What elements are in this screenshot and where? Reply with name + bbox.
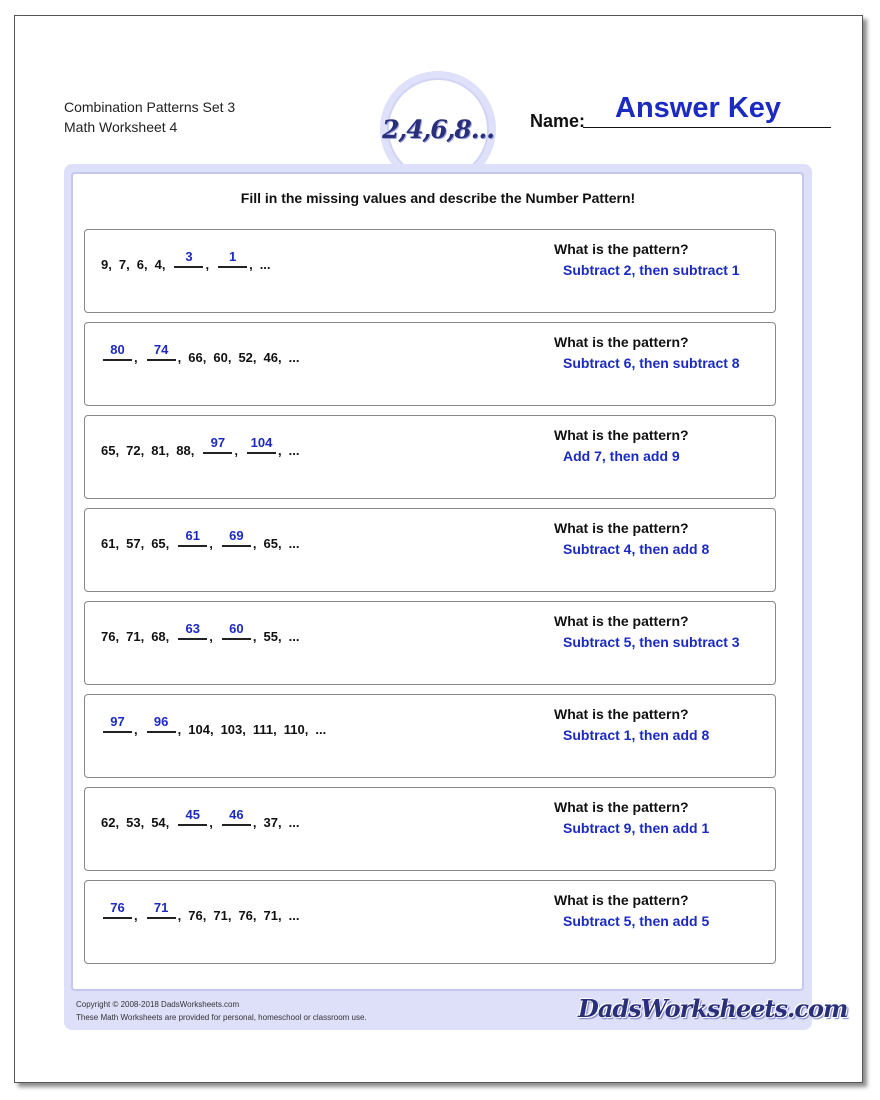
separator: , [278, 629, 282, 644]
separator: , [126, 257, 130, 272]
number-sequence [101, 881, 299, 963]
separator: , [108, 257, 112, 272]
separator: , [278, 815, 282, 830]
separator: , [252, 536, 257, 551]
answer-blank[interactable]: 1 [218, 249, 247, 268]
sequence-term: 71 [213, 908, 228, 923]
problem-row [84, 601, 776, 685]
sequence-term: 76 [238, 908, 253, 923]
answer-blank[interactable]: 69 [222, 528, 251, 547]
pattern-question: What is the pattern? [554, 520, 689, 536]
sequence-term: 72 [126, 443, 141, 458]
name-label: Name: [530, 111, 586, 131]
sequence-term: 46 [263, 350, 278, 365]
answer-blank[interactable]: 3 [174, 249, 203, 268]
separator: , [304, 722, 309, 737]
separator: , [278, 908, 282, 923]
sequence-term: 88 [176, 443, 191, 458]
separator: , [242, 722, 246, 737]
separator: , [205, 257, 210, 272]
sequence-term: 71 [263, 908, 278, 923]
sequence-term: 65 [263, 536, 278, 551]
separator: , [140, 536, 145, 551]
separator: , [252, 350, 257, 365]
separator: , [249, 257, 253, 272]
instructions: Fill in the missing values and describe the Number Pattern! [240, 190, 636, 206]
separator: , [202, 350, 207, 365]
answer-blank[interactable]: 104 [247, 435, 276, 454]
sequence-term: 66 [188, 350, 203, 365]
separator: , [209, 722, 214, 737]
answer-blank[interactable]: 74 [147, 342, 176, 361]
dadsworksheets-logo: DadsWorksheets.com [578, 994, 848, 1023]
sequence-term: 62 [101, 815, 116, 830]
badge-text: 2,4,6,8... [382, 114, 494, 144]
pattern-question: What is the pattern? [554, 892, 689, 908]
usage-notice: These Math Worksheets are provided for personal, homeschool or classroom use. [76, 1013, 367, 1022]
answer-blank[interactable]: 96 [147, 714, 176, 733]
separator: , [115, 443, 120, 458]
sequence-term: 103 [220, 722, 243, 737]
name-line [583, 127, 831, 128]
number-sequence [101, 788, 299, 870]
separator: , [278, 350, 282, 365]
sequence-term: 52 [238, 350, 253, 365]
separator: , [202, 908, 207, 923]
sequence-term: 68 [151, 629, 166, 644]
answer-blank[interactable]: 76 [103, 900, 132, 919]
title-line-1: Combination Patterns Set 3 [64, 99, 236, 115]
problem-row [84, 694, 776, 778]
pattern-answer: Add 7, then add 9 [563, 448, 680, 464]
pattern-answer: Subtract 1, then add 8 [563, 727, 710, 743]
sequence-term: ... [288, 815, 300, 830]
sequence-term: 81 [151, 443, 166, 458]
sequence-term: 71 [126, 629, 141, 644]
separator: , [227, 908, 232, 923]
pattern-answer: Subtract 9, then add 1 [563, 820, 710, 836]
title-line-2: Math Worksheet 4 [64, 119, 178, 135]
answer-blank[interactable]: 63 [178, 621, 207, 640]
answer-blank[interactable]: 46 [222, 807, 251, 826]
sequence-term: 57 [126, 536, 141, 551]
pattern-question: What is the pattern? [554, 613, 689, 629]
sequence-term: 55 [263, 629, 278, 644]
sequence-term: 53 [126, 815, 141, 830]
pattern-question: What is the pattern? [554, 799, 689, 815]
footer [76, 998, 367, 1024]
separator: , [177, 350, 182, 365]
sequence-term: ... [288, 629, 300, 644]
separator: , [252, 908, 257, 923]
problem-row [84, 229, 776, 313]
number-sequence [101, 602, 299, 684]
sequence-term: ... [288, 443, 300, 458]
answer-blank[interactable]: 97 [203, 435, 232, 454]
problem-row [84, 415, 776, 499]
sequence-term: 104 [188, 722, 210, 737]
pattern-answer: Subtract 5, then add 5 [563, 913, 710, 929]
pattern-question: What is the pattern? [554, 706, 689, 722]
problem-row [84, 322, 776, 406]
answer-blank[interactable]: 45 [178, 807, 207, 826]
separator: , [234, 443, 238, 458]
pattern-answer: Subtract 4, then add 8 [563, 541, 710, 557]
separator: , [209, 536, 213, 551]
separator: , [115, 815, 120, 830]
separator: , [140, 443, 145, 458]
answer-key-text: Answer Key [615, 92, 782, 124]
separator: , [165, 815, 170, 830]
pattern-question: What is the pattern? [554, 427, 689, 443]
sequence-term: ... [288, 536, 300, 551]
separator: , [278, 536, 282, 551]
separator: , [209, 815, 213, 830]
separator: , [190, 443, 195, 458]
number-sequence [101, 230, 271, 312]
separator: , [177, 722, 182, 737]
answer-blank[interactable]: 61 [178, 528, 207, 547]
number-sequence [101, 695, 326, 777]
problem-row [84, 508, 776, 592]
sequence-term: ... [259, 257, 271, 272]
problem-row [84, 880, 776, 964]
separator: , [278, 443, 282, 458]
sequence-term: 7 [118, 257, 127, 272]
sequence-term: 9 [101, 257, 109, 272]
sequence-term: 61 [101, 536, 116, 551]
separator: , [165, 629, 170, 644]
sequence-term: 4 [154, 257, 162, 272]
pattern-question: What is the pattern? [554, 241, 689, 257]
separator: , [165, 443, 170, 458]
separator: , [134, 722, 138, 737]
number-sequence [101, 416, 299, 498]
separator: , [165, 536, 170, 551]
separator: , [177, 908, 182, 923]
separator: , [252, 629, 257, 644]
sequence-term: 76 [101, 629, 116, 644]
separator: , [273, 722, 277, 737]
separator: , [134, 350, 138, 365]
pattern-answer: Subtract 5, then subtract 3 [563, 634, 740, 650]
sequence-term: 37 [263, 815, 278, 830]
sequence-term: 76 [188, 908, 203, 923]
separator: , [209, 629, 213, 644]
sequence-term: 111 [252, 722, 274, 737]
sequence-term: 110 [283, 722, 305, 737]
separator: , [227, 350, 232, 365]
separator: , [161, 257, 166, 272]
sequence-term: ... [288, 350, 300, 365]
answer-blank[interactable]: 71 [147, 900, 176, 919]
separator: , [252, 815, 257, 830]
worksheet-title [64, 97, 235, 137]
problem-row [84, 787, 776, 871]
sequence-term: 65 [101, 443, 116, 458]
answer-blank[interactable]: 97 [103, 714, 132, 733]
separator: , [115, 629, 120, 644]
pattern-answer: Subtract 6, then subtract 8 [563, 355, 740, 371]
separator: , [115, 536, 120, 551]
sequence-term: 54 [151, 815, 166, 830]
sequence-term: 60 [213, 350, 228, 365]
copyright-text: Copyright © 2008-2018 DadsWorksheets.com [76, 1000, 240, 1009]
separator: , [134, 908, 138, 923]
separator: , [140, 629, 145, 644]
sequence-term: ... [288, 908, 300, 923]
sequence-term: 65 [151, 536, 166, 551]
separator: , [140, 815, 145, 830]
number-sequence [101, 323, 299, 405]
number-sequence [101, 509, 299, 591]
separator: , [143, 257, 148, 272]
sequence-term: 6 [136, 257, 144, 272]
answer-blank[interactable]: 60 [222, 621, 251, 640]
pattern-answer: Subtract 2, then subtract 1 [563, 262, 740, 278]
answer-blank[interactable]: 80 [103, 342, 132, 361]
pattern-question: What is the pattern? [554, 334, 689, 350]
sequence-term: ... [315, 722, 327, 737]
